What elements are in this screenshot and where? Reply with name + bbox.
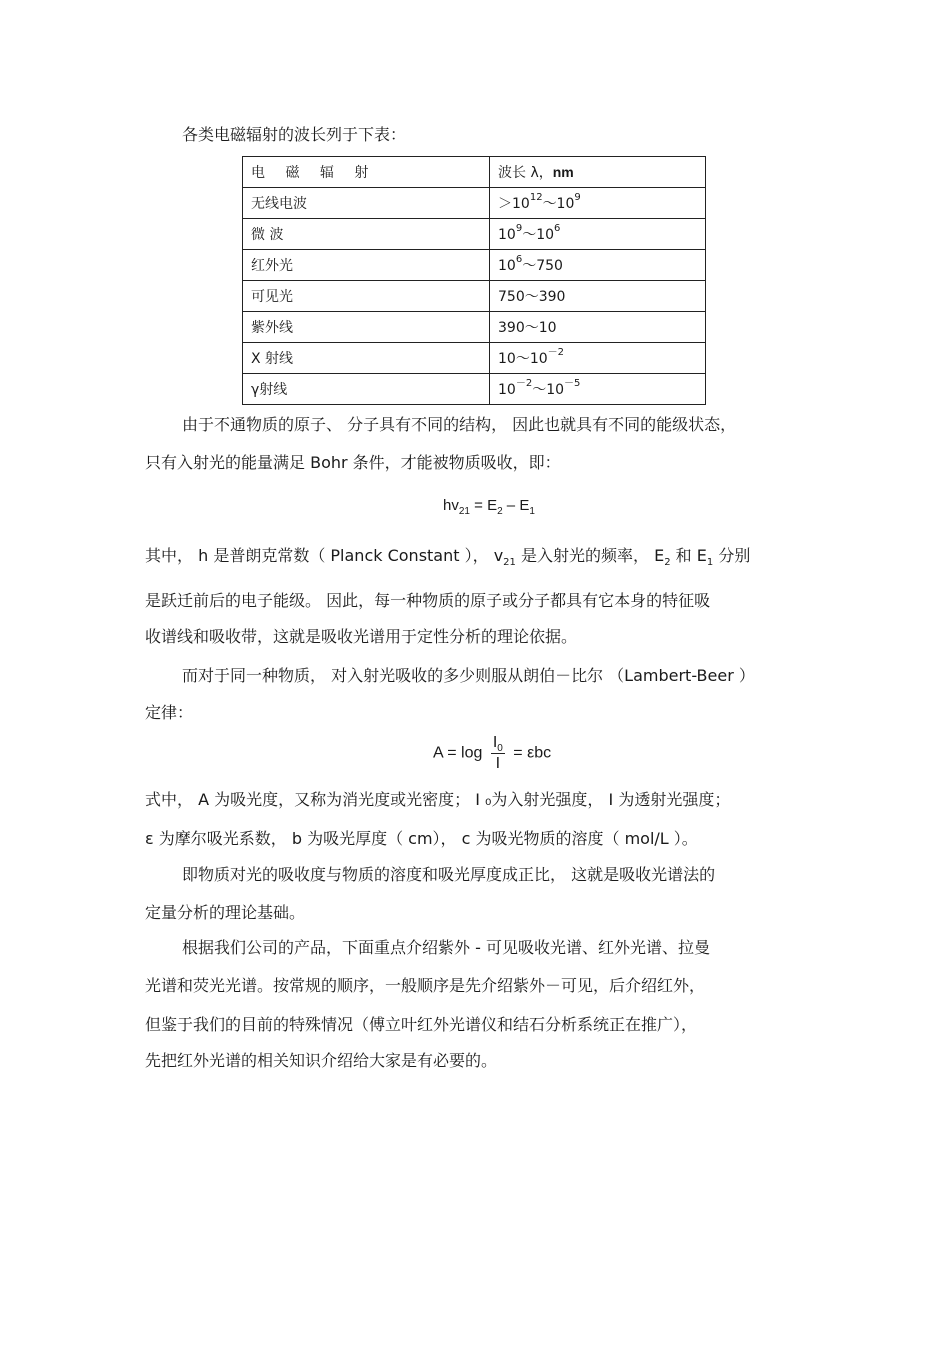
range-e2: －5 (564, 378, 581, 390)
header-unit: nm (552, 164, 574, 180)
range-e1: 9 (515, 223, 523, 235)
p2-a-sub: 21 (503, 557, 516, 569)
table-row (243, 281, 706, 312)
p6-line3: 但鉴于我们的目前的特殊情况（傅立叶红外光谱仪和结石分析系统正在推广）， (145, 1015, 698, 1034)
header-radiation: 电 磁 辐 射 (243, 157, 490, 188)
formula2-lhs: A = log (433, 744, 483, 762)
p6-line1: 根据我们公司的产品，下面重点介绍紫外 - 可见吸收光谱、红外光谱、拉曼 (182, 938, 710, 957)
p6-line4: 先把红外光谱的相关知识介绍给大家是有必要的。 (145, 1051, 498, 1070)
radiation-name: 可见光 (243, 281, 490, 312)
p4-line1: 式中， A 为吸光度，又称为消光度或光密度； I ₀为入射光强度， I 为透射光强度； (145, 790, 731, 809)
p1-line2: 只有入射光的能量满足 Bohr 条件，才能被物质吸收，即： (145, 453, 561, 472)
header-wavelength (490, 157, 706, 188)
range-sep: ～10 (522, 227, 555, 243)
wavelength-range (490, 343, 706, 374)
table-row (243, 188, 706, 219)
p3-line1: 而对于同一种物质， 对入射光吸收的多少则服从朗伯－比尔 （Lambert-Beer ） (182, 666, 755, 685)
formula2-num-i: I (492, 734, 498, 751)
range-v1: ＞10 (498, 196, 530, 212)
radiation-name: 微 波 (243, 219, 490, 250)
p2-c-sub: 1 (706, 557, 714, 569)
range-e1: 12 (529, 192, 543, 204)
range-sep: ～750 (522, 258, 563, 274)
radiation-name: γ射线 (243, 374, 490, 405)
formula1-sub21: 21 (458, 506, 470, 517)
range-e1: 6 (515, 254, 523, 266)
range-v1: 10 (498, 258, 516, 274)
p2-c: 和 E (670, 546, 707, 565)
p5-line2: 定量分析的理论基础。 (145, 903, 306, 922)
p1-line1: 由于不通物质的原子、 分子具有不同的结构， 因此也就具有不同的能级状态， (182, 415, 737, 434)
wavelength-table (242, 156, 706, 405)
radiation-name: 紫外线 (243, 312, 490, 343)
p2-line2: 是跃迁前后的电子能级。 因此，每一种物质的原子或分子都具有它本身的特征吸 (145, 591, 711, 610)
range-v1: 390～10 (498, 320, 557, 336)
p5-line1: 即物质对光的吸收度与物质的溶度和吸光厚度成正比， 这就是吸收光谱法的 (182, 865, 716, 884)
range-v1: 10 (498, 227, 516, 243)
p2-a: 其中， h 是普朗克常数（ Planck Constant ）， v (145, 546, 504, 565)
formula2-rhs: = εbc (513, 744, 552, 762)
wavelength-range (490, 250, 706, 281)
formula2-denominator: I (495, 755, 501, 772)
formula1-h: hv (443, 497, 459, 514)
wavelength-range (490, 374, 706, 405)
range-sep: ～10 (532, 382, 565, 398)
p2-d: 分别 (713, 546, 751, 565)
p3-line2: 定律： (145, 703, 194, 722)
wavelength-range (490, 219, 706, 250)
range-e1: －2 (515, 378, 533, 390)
table-row (243, 312, 706, 343)
wavelength-range (490, 281, 706, 312)
wavelength-range (490, 188, 706, 219)
range-sep: ～10 (542, 196, 575, 212)
formula2-fraction (491, 733, 505, 774)
formula1-sub2: 2 (497, 506, 503, 517)
table-row (243, 374, 706, 405)
table-row (243, 250, 706, 281)
range-e2: 9 (574, 192, 581, 204)
table-header-row (243, 157, 706, 188)
range-v1: 750～390 (498, 289, 566, 305)
formula1-eq: = E (469, 497, 498, 514)
p4-line2: ε 为摩尔吸光系数， b 为吸光厚度（ cm）， c 为吸光物质的溶度（ mol/L ）。 (145, 829, 698, 848)
range-e1: －2 (547, 347, 565, 359)
radiation-name: X 射线 (243, 343, 490, 374)
formula1-sub1: 1 (529, 506, 535, 517)
energy-formula (443, 497, 535, 517)
range-v1: 10 (498, 382, 516, 398)
table-row (243, 343, 706, 374)
range-v1: 10～10 (498, 351, 548, 367)
p2-line3: 收谱线和吸收带，这就是吸收光谱用于定性分析的理论依据。 (145, 627, 578, 646)
range-e2: 6 (554, 223, 561, 235)
table-row (243, 219, 706, 250)
radiation-name: 红外光 (243, 250, 490, 281)
wavelength-range (490, 312, 706, 343)
p2-b-sub: 2 (664, 557, 671, 569)
p2-b: 是入射光的频率， E (515, 546, 665, 565)
p6-line2: 光谱和荧光光谱。按常规的顺序，一般顺序是先介绍紫外－可见，后介绍红外， (145, 976, 706, 995)
header-wavelength-label: 波长 λ， (498, 165, 553, 181)
formula1-minus: – E (502, 497, 530, 514)
radiation-name: 无线电波 (243, 188, 490, 219)
formula2-numerator (491, 733, 505, 754)
intro-text: 各类电磁辐射的波长列于下表： (182, 125, 407, 144)
p2-line1 (145, 546, 751, 569)
formula2-num-sub: 0 (497, 743, 503, 755)
lambert-beer-formula (433, 733, 551, 781)
